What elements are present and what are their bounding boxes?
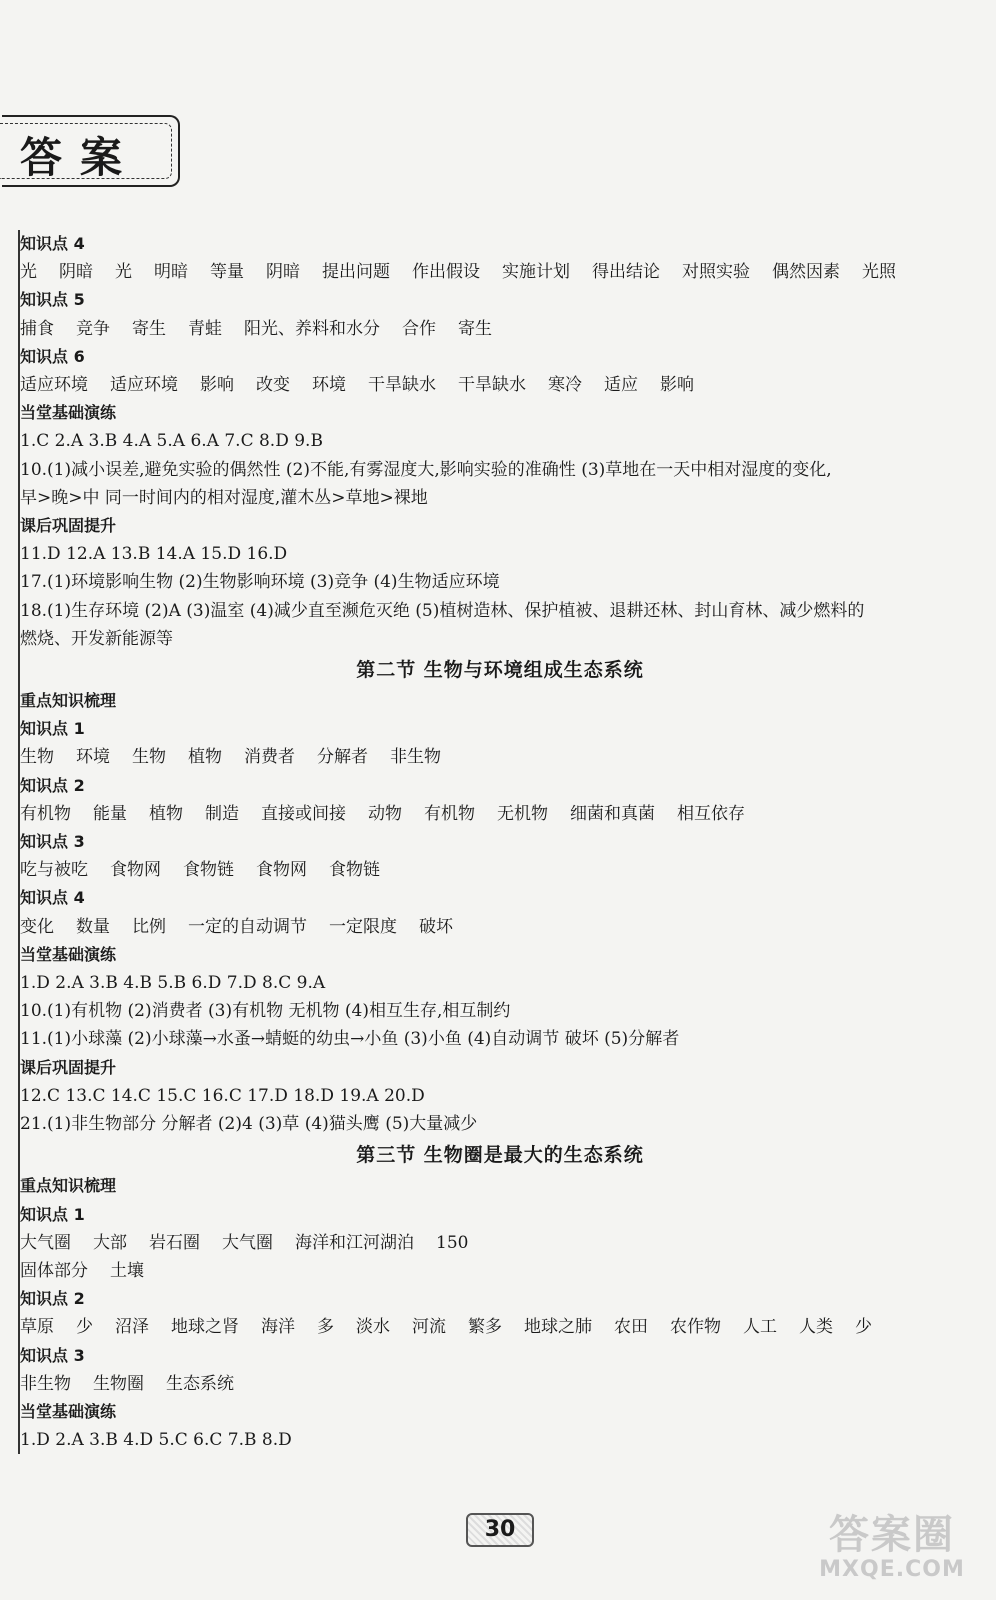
answer-item: 少 bbox=[855, 1317, 872, 1338]
answer-item: 等量 bbox=[210, 262, 244, 283]
answer-item: 寄生 bbox=[458, 318, 492, 339]
subsection-heading: 知识点 2 bbox=[20, 775, 85, 795]
answer-item: 数量 bbox=[76, 916, 110, 937]
watermark bbox=[802, 1513, 982, 1582]
answer-item: 农田 bbox=[614, 1317, 648, 1338]
answer-item: 无机物 bbox=[497, 803, 548, 824]
section-title: 第二节 生物与环境组成生态系统 bbox=[356, 659, 644, 682]
answer-items-line bbox=[20, 1229, 980, 1257]
answer-item: 实施计划 bbox=[502, 262, 570, 283]
answer-item: 生物圈 bbox=[93, 1373, 144, 1394]
answer-item: 适应环境 bbox=[110, 375, 178, 396]
answer-items-line bbox=[20, 371, 980, 399]
answer-item: 适应环境 bbox=[20, 375, 88, 396]
answer-item: 非生物 bbox=[20, 1373, 71, 1394]
answer-item: 改变 bbox=[256, 375, 290, 396]
answer-items-line bbox=[20, 800, 980, 828]
answer-item: 食物链 bbox=[329, 860, 380, 881]
answer-item: 阴暗 bbox=[266, 262, 300, 283]
answer-item: 食物链 bbox=[183, 860, 234, 881]
subsection-heading: 知识点 1 bbox=[20, 719, 85, 739]
subsection-heading: 当堂基础演练 bbox=[20, 403, 117, 423]
answer-line: 1.D 2.A 3.B 4.D 5.C 6.C 7.B 8.D bbox=[20, 1430, 292, 1451]
answer-item: 大气圈 bbox=[20, 1232, 71, 1253]
answer-item: 影响 bbox=[660, 375, 694, 396]
answer-line: 17.(1)环境影响生物 (2)生物影响环境 (3)竞争 (4)生物适应环境 bbox=[20, 572, 500, 593]
subsection-heading: 当堂基础演练 bbox=[20, 1401, 117, 1421]
answer-item: 变化 bbox=[20, 916, 54, 937]
answer-item: 繁多 bbox=[468, 1317, 502, 1338]
answer-item: 竞争 bbox=[76, 318, 110, 339]
answer-item: 干旱缺水 bbox=[458, 375, 526, 396]
answer-item: 偶然因素 bbox=[772, 262, 840, 283]
answer-item: 多 bbox=[317, 1317, 334, 1338]
subsection-heading: 知识点 6 bbox=[20, 346, 85, 366]
answer-item: 影响 bbox=[200, 375, 234, 396]
answer-line: 11.(1)小球藻 (2)小球藻→水蚤→蜻蜓的幼虫→小鱼 (3)小鱼 (4)自动调节 破坏 (5)分解者 bbox=[20, 1029, 680, 1050]
answer-item: 食物网 bbox=[256, 860, 307, 881]
answer-item: 食物网 bbox=[110, 860, 161, 881]
answer-item: 生态系统 bbox=[166, 1373, 234, 1394]
subsection-heading: 知识点 5 bbox=[20, 290, 85, 310]
answer-items-line bbox=[20, 1370, 980, 1398]
answer-item: 细菌和真菌 bbox=[570, 803, 655, 824]
answer-item: 一定的自动调节 bbox=[188, 916, 307, 937]
answer-item: 大部 bbox=[93, 1232, 127, 1253]
answer-item: 比例 bbox=[132, 916, 166, 937]
answer-item: 环境 bbox=[312, 375, 346, 396]
answer-item: 生物 bbox=[20, 747, 54, 768]
answer-line: 10.(1)有机物 (2)消费者 (3)有机物 无机物 (4)相互生存,相互制约 bbox=[20, 1001, 511, 1022]
subsection-heading: 课后巩固提升 bbox=[20, 1057, 117, 1077]
answer-item: 能量 bbox=[93, 803, 127, 824]
answer-title-box bbox=[2, 115, 180, 187]
answer-item: 光照 bbox=[862, 262, 896, 283]
answer-line: 12.C 13.C 14.C 15.C 16.C 17.D 18.D 19.A 20.D bbox=[20, 1085, 425, 1106]
answer-item: 光 bbox=[20, 262, 37, 283]
answer-items-line bbox=[20, 913, 980, 941]
answer-item: 有机物 bbox=[424, 803, 475, 824]
answer-line: 1.C 2.A 3.B 4.A 5.A 6.A 7.C 8.D 9.B bbox=[20, 431, 323, 452]
subsection-heading: 课后巩固提升 bbox=[20, 516, 117, 536]
answer-item: 制造 bbox=[205, 803, 239, 824]
answer-items-line bbox=[20, 258, 980, 286]
answer-item: 明暗 bbox=[154, 262, 188, 283]
answer-item: 有机物 bbox=[20, 803, 71, 824]
answer-item: 适应 bbox=[604, 375, 638, 396]
answer-item: 海洋和江河湖泊 bbox=[295, 1232, 414, 1253]
answer-item: 寄生 bbox=[132, 318, 166, 339]
answer-item: 对照实验 bbox=[682, 262, 750, 283]
answer-item: 吃与被吃 bbox=[20, 860, 88, 881]
subsection-heading: 知识点 1 bbox=[20, 1204, 85, 1224]
answer-item: 阳光、养料和水分 bbox=[244, 318, 380, 339]
answer-item: 非生物 bbox=[390, 747, 441, 768]
answer-line: 早>晚>中 同一时间内的相对湿度,灌木丛>草地>裸地 bbox=[20, 487, 428, 508]
answer-item: 植物 bbox=[149, 803, 183, 824]
answer-item: 分解者 bbox=[317, 747, 368, 768]
answer-item: 得出结论 bbox=[592, 262, 660, 283]
answer-item: 一定限度 bbox=[329, 916, 397, 937]
answer-items-line bbox=[20, 315, 980, 343]
answer-item: 地球之肾 bbox=[171, 1317, 239, 1338]
watermark-logo: 答案圈 bbox=[829, 1512, 955, 1558]
answer-item: 少 bbox=[76, 1317, 93, 1338]
answer-line: 11.D 12.A 13.B 14.A 15.D 16.D bbox=[20, 544, 288, 565]
section-title: 第三节 生物圈是最大的生态系统 bbox=[356, 1144, 644, 1167]
answer-item: 生物 bbox=[132, 747, 166, 768]
answer-item: 河流 bbox=[412, 1317, 446, 1338]
subsection-heading: 知识点 3 bbox=[20, 1345, 85, 1365]
answer-item: 岩石圈 bbox=[149, 1232, 200, 1253]
answer-items-line bbox=[20, 743, 980, 771]
subsection-heading: 知识点 2 bbox=[20, 1289, 85, 1309]
answer-item: 环境 bbox=[76, 747, 110, 768]
answer-line: 18.(1)生存环境 (2)A (3)温室 (4)减少直至濒危灭绝 (5)植树造林、保护植被、退耕还林、封山育林、减少燃料的 bbox=[20, 600, 865, 621]
answer-item: 光 bbox=[115, 262, 132, 283]
answer-item: 固体部分 bbox=[20, 1260, 88, 1281]
answer-line: 燃烧、开发新能源等 bbox=[20, 628, 173, 649]
answer-line: 1.D 2.A 3.B 4.B 5.B 6.D 7.D 8.C 9.A bbox=[20, 973, 326, 994]
answer-item: 阴暗 bbox=[59, 262, 93, 283]
answer-item: 合作 bbox=[402, 318, 436, 339]
answer-item: 相互依存 bbox=[677, 803, 745, 824]
page-title: 答案 bbox=[20, 133, 141, 182]
answer-item: 消费者 bbox=[244, 747, 295, 768]
answer-item: 干旱缺水 bbox=[368, 375, 436, 396]
answer-item: 大气圈 bbox=[222, 1232, 273, 1253]
answer-item: 直接或间接 bbox=[261, 803, 346, 824]
answer-item: 农作物 bbox=[670, 1317, 721, 1338]
answer-line: 21.(1)非生物部分 分解者 (2)4 (3)草 (4)猫头鹰 (5)大量减少 bbox=[20, 1114, 478, 1135]
answer-item: 寒冷 bbox=[548, 375, 582, 396]
answer-item: 提出问题 bbox=[322, 262, 390, 283]
subsection-heading: 知识点 4 bbox=[20, 888, 85, 908]
answer-item: 海洋 bbox=[261, 1317, 295, 1338]
answer-item: 土壤 bbox=[110, 1260, 144, 1281]
answer-item: 150 bbox=[436, 1232, 469, 1253]
answer-item: 草原 bbox=[20, 1317, 54, 1338]
answer-line: 10.(1)减小误差,避免实验的偶然性 (2)不能,有雾湿度大,影响实验的准确性 (3)草地在一天中相对湿度的变化, bbox=[20, 459, 832, 480]
answer-item: 人工 bbox=[743, 1317, 777, 1338]
answer-item: 人类 bbox=[799, 1317, 833, 1338]
answer-item: 青蛙 bbox=[188, 318, 222, 339]
answer-item: 地球之肺 bbox=[524, 1317, 592, 1338]
answer-content bbox=[18, 230, 980, 1454]
watermark-url: MXQE.COM bbox=[819, 1557, 965, 1582]
subsection-heading: 当堂基础演练 bbox=[20, 944, 117, 964]
answer-items-line bbox=[20, 1313, 980, 1341]
answer-item: 捕食 bbox=[20, 318, 54, 339]
answer-item: 淡水 bbox=[356, 1317, 390, 1338]
answer-items-line bbox=[20, 1257, 980, 1285]
answer-item: 动物 bbox=[368, 803, 402, 824]
answer-item: 沼泽 bbox=[115, 1317, 149, 1338]
answer-item: 植物 bbox=[188, 747, 222, 768]
page-number: 30 bbox=[466, 1513, 534, 1547]
answer-items-line bbox=[20, 856, 980, 884]
answer-item: 作出假设 bbox=[412, 262, 480, 283]
subsection-heading: 知识点 3 bbox=[20, 832, 85, 852]
subsection-heading: 重点知识梳理 bbox=[20, 1176, 117, 1196]
answer-item: 破坏 bbox=[419, 916, 453, 937]
subsection-heading: 重点知识梳理 bbox=[20, 691, 117, 711]
subsection-heading: 知识点 4 bbox=[20, 234, 85, 253]
